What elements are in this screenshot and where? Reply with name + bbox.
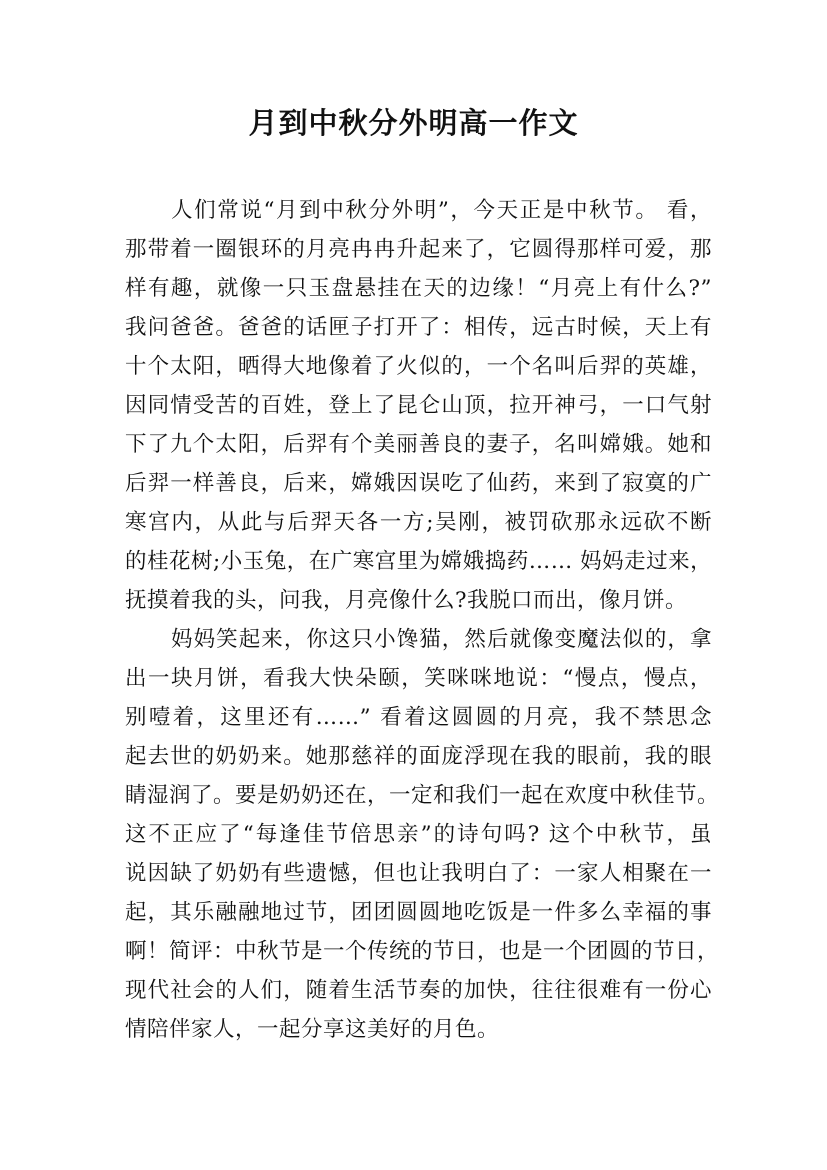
- paragraph-1-line-1: 人们常说“月到中秋分外明”，今天正是中秋节。 看，: [171, 198, 712, 223]
- paragraph-2-line-5: 睛湿润了。要是奶奶还在，一定和我们一起在欢度中秋佳节。: [125, 783, 720, 808]
- paragraph-2-line-7: 说因缺了奶奶有些遗憾，但也让我明白了：一家人相聚在一: [125, 861, 712, 886]
- paragraph-1-line-5: 十个太阳，晒得大地像着了火似的，一个名叫后羿的英雄，: [125, 354, 712, 379]
- paragraph-2-line-3: 别噎着，这里还有……” 看着这圆圆的月亮，我不禁思念: [125, 705, 712, 730]
- paragraph-2-line-6: 这不正应了“每逢佳节倍思亲”的诗句吗? 这个中秋节，虽: [125, 822, 712, 847]
- paragraph-1-line-7: 下了九个太阳，后羿有个美丽善良的妻子，名叫嫦娥。她和: [125, 432, 712, 457]
- paragraph-1-line-10: 的桂花树;小玉兔，在广寒宫里为嫦娥捣药…… 妈妈走过来，: [125, 549, 713, 574]
- paragraph-2-line-11: 情陪伴家人，一起分享这美好的月色。: [125, 1017, 500, 1042]
- paragraph-1-line-11: 抚摸着我的头，问我，月亮像什么?我脱口而出，像月饼。: [125, 588, 688, 613]
- document-body: [125, 191, 720, 1049]
- paragraph-1-line-3: 样有趣，就像一只玉盘悬挂在天的边缘！“月亮上有什么?”: [125, 276, 712, 301]
- document-title: 月到中秋分外明高一作文: [248, 106, 579, 140]
- paragraph-1-line-6: 因同情受苦的百姓，登上了昆仑山顶，拉开神弓，一口气射: [125, 393, 712, 418]
- paragraph-2-line-1: 妈妈笑起来，你这只小馋猫，然后就像变魔法似的，拿: [171, 627, 712, 652]
- paragraph-1-line-4: 我问爸爸。爸爸的话匣子打开了：相传，远古时候，天上有: [125, 315, 712, 340]
- paragraph-1-line-8: 后羿一样善良，后来，嫦娥因误吃了仙药，来到了寂寞的广: [125, 471, 712, 496]
- paragraph-1-line-9: 寒宫内，从此与后羿天各一方;吴刚，被罚砍那永远砍不断: [125, 510, 712, 535]
- paragraph-2-line-2: 出一块月饼，看我大快朵颐，笑咪咪地说：“慢点，慢点，: [125, 666, 712, 691]
- paragraph-2-line-4: 起去世的奶奶来。她那慈祥的面庞浮现在我的眼前，我的眼: [125, 744, 712, 769]
- paragraph-1-line-2: 那带着一圈银环的月亮冉冉升起来了，它圆得那样可爱，那: [125, 237, 712, 262]
- paragraph-2-line-9: 啊！简评：中秋节是一个传统的节日，也是一个团圆的节日，: [125, 939, 720, 964]
- paragraph-2-line-8: 起，其乐融融地过节，团团圆圆地吃饭是一件多么幸福的事: [125, 900, 712, 925]
- paragraph-2-line-10: 现代社会的人们，随着生活节奏的加快，往往很难有一份心: [125, 978, 712, 1003]
